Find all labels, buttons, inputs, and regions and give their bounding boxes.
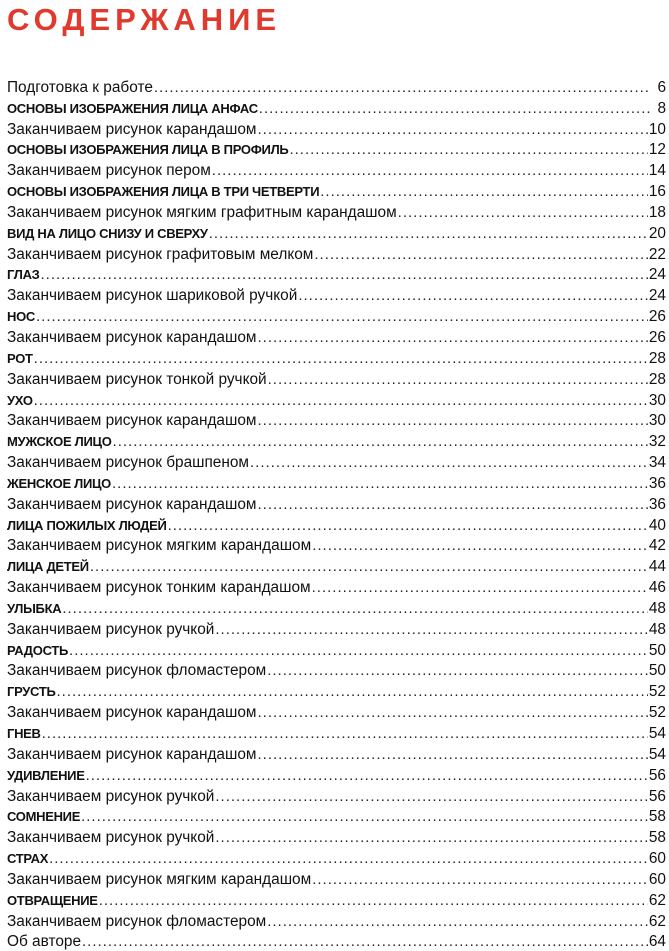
toc-entry-page-number: 36 — [648, 474, 666, 492]
toc-entry-page-number: 52 — [648, 683, 666, 701]
toc-heading-entry[interactable] — [7, 264, 666, 285]
toc-entry-page-number: 60 — [648, 870, 666, 888]
toc-heading-entry[interactable] — [7, 430, 666, 451]
toc-entry-page-number: 24 — [648, 287, 666, 305]
toc-entry-page-number: 26 — [648, 328, 666, 346]
toc-entry[interactable] — [7, 243, 666, 264]
toc-heading-entry[interactable] — [7, 347, 666, 368]
toc-entry-label: РАДОСТЬ — [7, 642, 69, 658]
toc-entry-page-number: 60 — [648, 850, 666, 868]
toc-entry-label: Подготовка к работе — [7, 78, 153, 96]
toc-heading-entry[interactable] — [7, 764, 666, 785]
dot-leader — [36, 307, 648, 326]
toc-entry-page-number: 62 — [648, 891, 666, 909]
toc-entry-page-number: 50 — [648, 662, 666, 680]
toc-heading-entry[interactable] — [7, 389, 666, 410]
toc-entry-page-number: 30 — [648, 391, 666, 409]
toc-entry[interactable] — [7, 618, 666, 639]
toc-entry[interactable] — [7, 410, 666, 431]
toc-heading-entry[interactable] — [7, 180, 666, 201]
dot-leader — [267, 912, 648, 931]
toc-entry-page-number: 56 — [648, 766, 666, 784]
dot-leader — [57, 682, 648, 701]
dot-leader — [86, 766, 648, 785]
dot-leader — [320, 182, 648, 201]
toc-entry[interactable] — [7, 76, 666, 97]
toc-entry[interactable] — [7, 660, 666, 681]
toc-entry-label: Заканчиваем рисунок графитовым мелком — [7, 245, 314, 263]
dot-leader — [34, 391, 648, 410]
toc-entry[interactable] — [7, 201, 666, 222]
toc-entry[interactable] — [7, 868, 666, 889]
dot-leader — [49, 849, 648, 868]
toc-heading-entry[interactable] — [7, 514, 666, 535]
dot-leader — [154, 78, 651, 97]
toc-entry-page-number: 58 — [648, 829, 666, 847]
dot-leader — [168, 516, 648, 535]
toc-entry-label: Заканчиваем рисунок тонким карандашом — [7, 579, 311, 597]
dot-leader — [257, 328, 647, 347]
toc-entry-label: Заканчиваем рисунок пером — [7, 162, 211, 180]
toc-entry-label: ГНЕВ — [7, 726, 41, 741]
toc-entry-label: Заканчиваем рисунок фломастером — [7, 662, 267, 680]
dot-leader — [398, 203, 648, 222]
toc-entry-label: Заканчиваем рисунок брашпеном — [7, 454, 250, 472]
toc-entry-label: Заканчиваем рисунок мягким карандашом — [7, 870, 312, 888]
toc-entry-label: Заканчиваем рисунок шариковой ручкой — [7, 287, 298, 305]
dot-leader — [312, 870, 648, 889]
toc-entry-label: ОСНОВЫ ИЗОБРАЖЕНИЯ ЛИЦА АНФАС — [7, 100, 258, 116]
dot-leader — [113, 432, 648, 451]
dot-leader — [81, 807, 648, 826]
toc-entry-page-number: 24 — [648, 266, 666, 284]
dot-leader — [212, 161, 648, 180]
toc-entry-page-number: 42 — [648, 537, 666, 555]
toc-entry-label: ОСНОВЫ ИЗОБРАЖЕНИЯ ЛИЦА В ТРИ ЧЕТВЕРТИ — [7, 184, 320, 200]
toc-entry[interactable] — [7, 910, 666, 931]
toc-entry-label: ЖЕНСКОЕ ЛИЦО — [7, 475, 111, 491]
toc-heading-entry[interactable] — [7, 639, 666, 660]
toc-entry-label: Заканчиваем рисунок карандашом — [7, 495, 257, 513]
toc-entry-label: ЛИЦА ПОЖИЛЫХ ЛЮДЕЙ — [7, 517, 167, 533]
toc-entry-label: УЛЫБКА — [7, 600, 62, 616]
toc-entry-page-number: 54 — [648, 745, 666, 763]
toc-heading-entry[interactable] — [7, 555, 666, 576]
toc-entry-label: СОМНЕНИЕ — [7, 809, 81, 825]
toc-entry-label: МУЖСКОЕ ЛИЦО — [7, 434, 112, 450]
toc-entry-page-number: 40 — [648, 516, 666, 534]
toc-heading-entry[interactable] — [7, 680, 666, 701]
toc-entry-page-number: 58 — [648, 808, 666, 826]
toc-entry[interactable] — [7, 826, 666, 847]
dot-leader — [289, 140, 647, 159]
toc-entry[interactable] — [7, 535, 666, 556]
toc-entry-label: Заканчиваем рисунок карандашом — [7, 412, 257, 430]
dot-leader — [257, 495, 647, 514]
toc-entry-label: Заканчиваем рисунок ручкой — [7, 620, 215, 638]
toc-heading-entry[interactable] — [7, 472, 666, 493]
toc-heading-entry[interactable] — [7, 97, 666, 118]
toc-entry[interactable] — [7, 931, 666, 951]
toc-entry[interactable] — [7, 701, 666, 722]
dot-leader — [314, 245, 647, 264]
toc-entry-label: Заканчиваем рисунок ручкой — [7, 829, 215, 847]
toc-heading-entry[interactable] — [7, 139, 666, 160]
dot-leader — [312, 578, 648, 597]
toc-entry-page-number: 28 — [648, 349, 666, 367]
dot-leader — [82, 932, 648, 951]
toc-heading-entry[interactable] — [7, 889, 666, 910]
toc-entry-label: Заканчиваем рисунок карандашом — [7, 120, 257, 138]
toc-entry-label: ОТВРАЩЕНИЕ — [7, 892, 98, 908]
toc-entry[interactable] — [7, 159, 666, 180]
toc-entry-label: Заканчиваем рисунок карандашом — [7, 704, 257, 722]
dot-leader — [312, 536, 648, 555]
dot-leader — [41, 265, 648, 284]
dot-leader — [90, 557, 648, 576]
toc-entry-label: Заканчиваем рисунок карандашом — [7, 745, 257, 763]
dot-leader — [215, 787, 648, 806]
toc-entry[interactable] — [7, 368, 666, 389]
toc-entry[interactable] — [7, 118, 666, 139]
toc-entry[interactable] — [7, 326, 666, 347]
toc-entry-page-number: 64 — [648, 933, 666, 951]
toc-entry-page-number: 30 — [648, 412, 666, 430]
dot-leader — [34, 349, 648, 368]
dot-leader — [268, 370, 648, 389]
toc-entry-label: Заканчиваем рисунок мягким графитным карандашом — [7, 203, 397, 221]
toc-entry-page-number: 50 — [648, 641, 666, 659]
toc-entry-page-number: 48 — [648, 599, 666, 617]
toc-entry-page-number: 16 — [648, 183, 666, 201]
toc-entry-label: УДИВЛЕНИЕ — [7, 767, 85, 783]
dot-leader — [259, 99, 651, 118]
toc-entry-label: ГРУСТЬ — [7, 684, 56, 700]
toc-entry-label: ГЛАЗ — [7, 267, 40, 283]
page-title: СОДЕРЖАНИЕ — [7, 2, 282, 37]
toc-entry-label: НОС — [7, 309, 35, 325]
dot-leader — [62, 599, 648, 618]
toc-entry-page-number: 6 — [657, 78, 666, 96]
toc-entry[interactable] — [7, 785, 666, 806]
toc-heading-entry[interactable] — [7, 222, 666, 243]
toc-entry-page-number: 54 — [648, 725, 666, 742]
toc-entry[interactable] — [7, 451, 666, 472]
toc-entry-label: Об авторе — [7, 933, 82, 951]
toc-heading-entry[interactable] — [7, 305, 666, 326]
toc-entry-page-number: 48 — [648, 620, 666, 638]
toc-entry-label: СТРАХ — [7, 851, 49, 867]
toc-entry-label: Заканчиваем рисунок фломастером — [7, 912, 267, 930]
dot-leader — [69, 641, 648, 660]
toc-entry-label: Заканчиваем рисунок тонкой ручкой — [7, 370, 267, 388]
dot-leader — [209, 224, 648, 243]
toc-entry[interactable] — [7, 576, 666, 597]
dot-leader — [257, 120, 647, 139]
toc-heading-entry[interactable] — [7, 847, 666, 868]
toc-entry[interactable] — [7, 743, 666, 764]
toc-entry-page-number: 46 — [648, 579, 666, 597]
toc-entry-page-number: 34 — [648, 454, 666, 472]
dot-leader — [99, 891, 648, 910]
toc-entry-page-number: 44 — [648, 558, 666, 576]
toc-entry-label: ЛИЦА ДЕТЕЙ — [7, 559, 89, 575]
toc-entry-page-number: 52 — [648, 704, 666, 722]
dot-leader — [215, 620, 648, 639]
toc-entry-page-number: 26 — [648, 308, 666, 326]
toc-entry-label: ОСНОВЫ ИЗОБРАЖЕНИЯ ЛИЦА В ПРОФИЛЬ — [7, 142, 289, 158]
toc-entry-label: Заканчиваем рисунок мягким карандашом — [7, 537, 312, 555]
toc-entry-page-number: 12 — [648, 141, 666, 159]
toc-entry-page-number: 10 — [648, 120, 666, 138]
toc-entry-label: УХО — [7, 392, 33, 408]
toc-list — [7, 76, 666, 951]
dot-leader — [250, 453, 648, 472]
toc-heading-entry[interactable] — [7, 806, 666, 827]
toc-entry-label: ВИД НА ЛИЦО СНИЗУ И СВЕРХУ — [7, 225, 208, 241]
toc-entry-page-number: 62 — [648, 912, 666, 930]
toc-entry-page-number: 18 — [648, 203, 666, 221]
toc-entry-page-number: 22 — [648, 245, 666, 263]
toc-heading-entry[interactable] — [7, 722, 666, 743]
dot-leader — [42, 724, 648, 743]
toc-entry-page-number: 14 — [648, 162, 666, 180]
toc-entry-page-number: 8 — [657, 99, 666, 117]
dot-leader — [257, 703, 647, 722]
toc-entry-page-number: 28 — [648, 370, 666, 388]
toc-entry-label: РОТ — [7, 350, 33, 366]
dot-leader — [215, 828, 648, 847]
toc-heading-entry[interactable] — [7, 597, 666, 618]
toc-entry-page-number: 20 — [648, 224, 666, 242]
toc-entry-page-number: 56 — [648, 787, 666, 805]
dot-leader — [298, 286, 648, 305]
toc-entry[interactable] — [7, 493, 666, 514]
toc-entry-page-number: 36 — [648, 495, 666, 513]
toc-entry-label: Заканчиваем рисунок карандашом — [7, 328, 257, 346]
dot-leader — [267, 661, 648, 680]
dot-leader — [257, 745, 647, 764]
toc-entry-label: Заканчиваем рисунок ручкой — [7, 787, 215, 805]
dot-leader — [112, 474, 648, 493]
dot-leader — [257, 411, 647, 430]
toc-entry[interactable] — [7, 284, 666, 305]
toc-entry-page-number: 32 — [648, 433, 666, 451]
